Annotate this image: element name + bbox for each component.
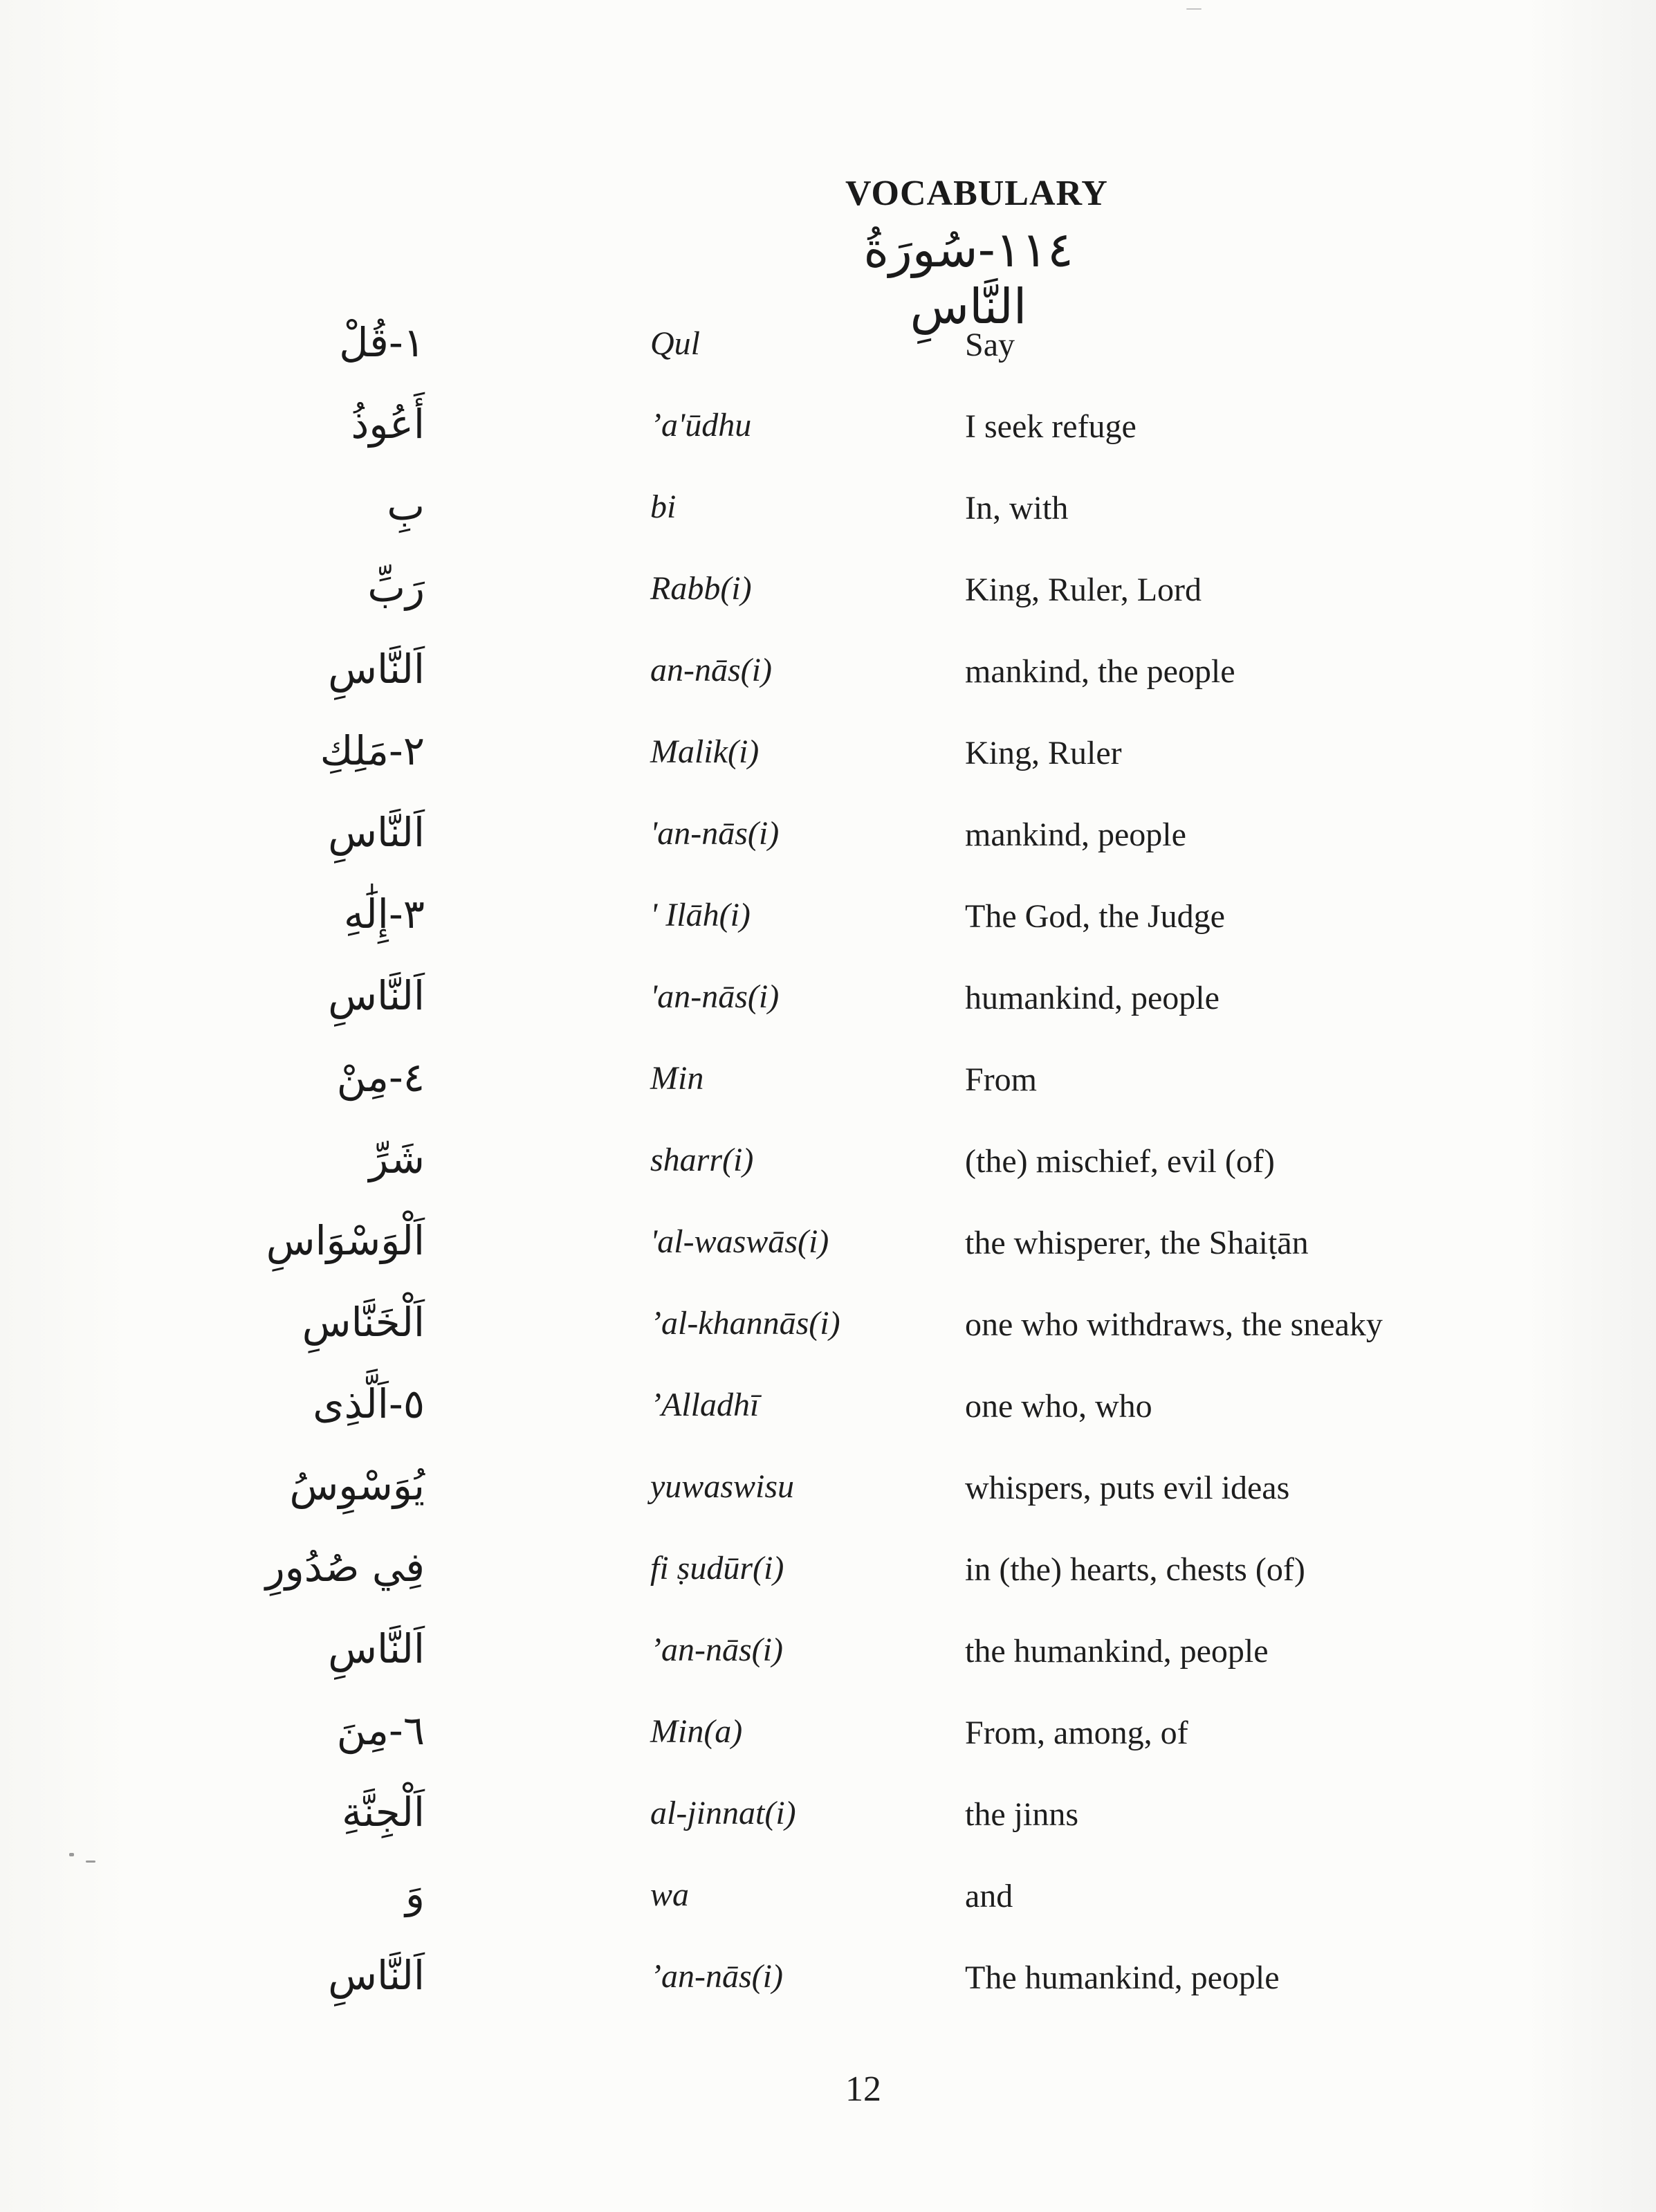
meaning: one who withdraws, the sneaky [965, 1306, 1383, 1343]
arabic-word: ٣-إِلَٰهِ [344, 890, 425, 938]
page-heading: VOCABULARY [845, 174, 1108, 213]
vocab-row [0, 1376, 1656, 1458]
arabic-word: ٤-مِنْ [336, 1054, 425, 1101]
vocab-row [0, 1948, 1656, 2029]
transliteration: sharr(i) [650, 1142, 754, 1178]
meaning: (the) mischief, evil (of) [965, 1143, 1275, 1180]
transliteration: wa [650, 1876, 690, 1913]
transliteration: bi [650, 488, 677, 525]
transliteration: Rabb(i) [650, 570, 752, 607]
transliteration: Qul [650, 325, 700, 362]
vocab-row [0, 1784, 1656, 1866]
arabic-word: اَلنَّاسِ [328, 1952, 425, 1999]
vocab-row [0, 396, 1656, 478]
arabic-word: اَلْجِنَّةِ [342, 1789, 425, 1836]
meaning: The God, the Judge [965, 898, 1225, 935]
arabic-word: شَرِّ [369, 1135, 425, 1182]
vocab-row [0, 723, 1656, 805]
meaning: From [965, 1061, 1038, 1098]
scan-speck [1186, 8, 1202, 10]
meaning: I seek refuge [965, 408, 1137, 445]
arabic-word: وَ [405, 1870, 425, 1917]
arabic-word: رَبِّ [367, 564, 425, 611]
vocab-row [0, 641, 1656, 723]
transliteration: ʼAlladhī [650, 1387, 760, 1423]
arabic-word: فِي صُدُورِ [265, 1544, 425, 1591]
vocab-row [0, 560, 1656, 641]
arabic-word: اَلنَّاسِ [328, 972, 425, 1019]
arabic-word: ٦-مِنَ [336, 1707, 425, 1754]
vocab-row [0, 968, 1656, 1050]
vocab-row [0, 1703, 1656, 1784]
arabic-word: اَلنَّاسِ [328, 1625, 425, 1672]
transliteration: 'an-nās(i) [650, 978, 780, 1015]
scan-speck [69, 1853, 74, 1856]
vocab-row [0, 886, 1656, 968]
arabic-word: ٢-مَلِكِ [320, 727, 425, 774]
arabic-word: اَلنَّاسِ [328, 809, 425, 856]
meaning: in (the) hearts, chests (of) [965, 1551, 1305, 1588]
arabic-word: اَلْخَنَّاسِ [302, 1299, 425, 1346]
transliteration: ' Ilāh(i) [650, 897, 751, 933]
transliteration: ʼal-khannās(i) [650, 1305, 840, 1342]
meaning: the jinns [965, 1796, 1078, 1833]
meaning: whispers, puts evil ideas [965, 1470, 1290, 1506]
transliteration: Min(a) [650, 1713, 743, 1750]
vocab-row [0, 1458, 1656, 1539]
surah-title: ١١٤-سُورَةُ النَّاسِ [863, 221, 1074, 335]
meaning: mankind, people [965, 816, 1186, 853]
arabic-word: بِ [387, 482, 425, 529]
vocab-row [0, 805, 1656, 886]
arabic-word: ٥-اَلَّذِى [313, 1380, 425, 1427]
vocab-row [0, 1131, 1656, 1213]
arabic-word: أَعُوذُ [351, 401, 425, 448]
transliteration: ʼan-nās(i) [650, 1958, 783, 1995]
vocab-row [0, 478, 1656, 560]
vocab-row [0, 1866, 1656, 1948]
transliteration: Min [650, 1060, 704, 1097]
meaning: humankind, people [965, 980, 1220, 1016]
arabic-word: اَلْوَسْوَاسِ [266, 1217, 425, 1264]
meaning: The humankind, people [965, 1959, 1280, 1996]
vocab-row [0, 315, 1656, 396]
vocab-row [0, 1295, 1656, 1376]
vocab-row [0, 1621, 1656, 1703]
vocab-row [0, 1213, 1656, 1295]
page-number: 12 [845, 2069, 881, 2109]
meaning: From, among, of [965, 1715, 1188, 1751]
transliteration: 'an-nās(i) [650, 815, 780, 852]
vocab-row [0, 1050, 1656, 1131]
meaning: King, Ruler, Lord [965, 572, 1202, 608]
transliteration: an-nās(i) [650, 652, 772, 688]
transliteration: fi ṣudūr(i) [650, 1550, 784, 1587]
meaning: the whisperer, the Shaiṭān [965, 1225, 1309, 1261]
arabic-word: ١-قُلْ [339, 319, 425, 366]
arabic-word: اَلنَّاسِ [328, 646, 425, 693]
meaning: and [965, 1878, 1013, 1914]
arabic-word: يُوَسْوِسُ [289, 1462, 425, 1509]
transliteration: Malik(i) [650, 733, 760, 770]
meaning: the humankind, people [965, 1633, 1269, 1670]
scan-speck [86, 1861, 95, 1863]
transliteration: ʼa'ūdhu [650, 407, 752, 444]
meaning: mankind, the people [965, 653, 1235, 690]
vocab-row [0, 1539, 1656, 1621]
transliteration: yuwaswisu [650, 1468, 795, 1505]
meaning: one who, who [965, 1388, 1152, 1425]
meaning: Say [965, 327, 1015, 363]
transliteration: 'al-waswās(i) [650, 1223, 829, 1260]
meaning: In, with [965, 490, 1069, 527]
meaning: King, Ruler [965, 735, 1122, 771]
transliteration: al-jinnat(i) [650, 1795, 796, 1831]
transliteration: ʼan-nās(i) [650, 1631, 783, 1668]
